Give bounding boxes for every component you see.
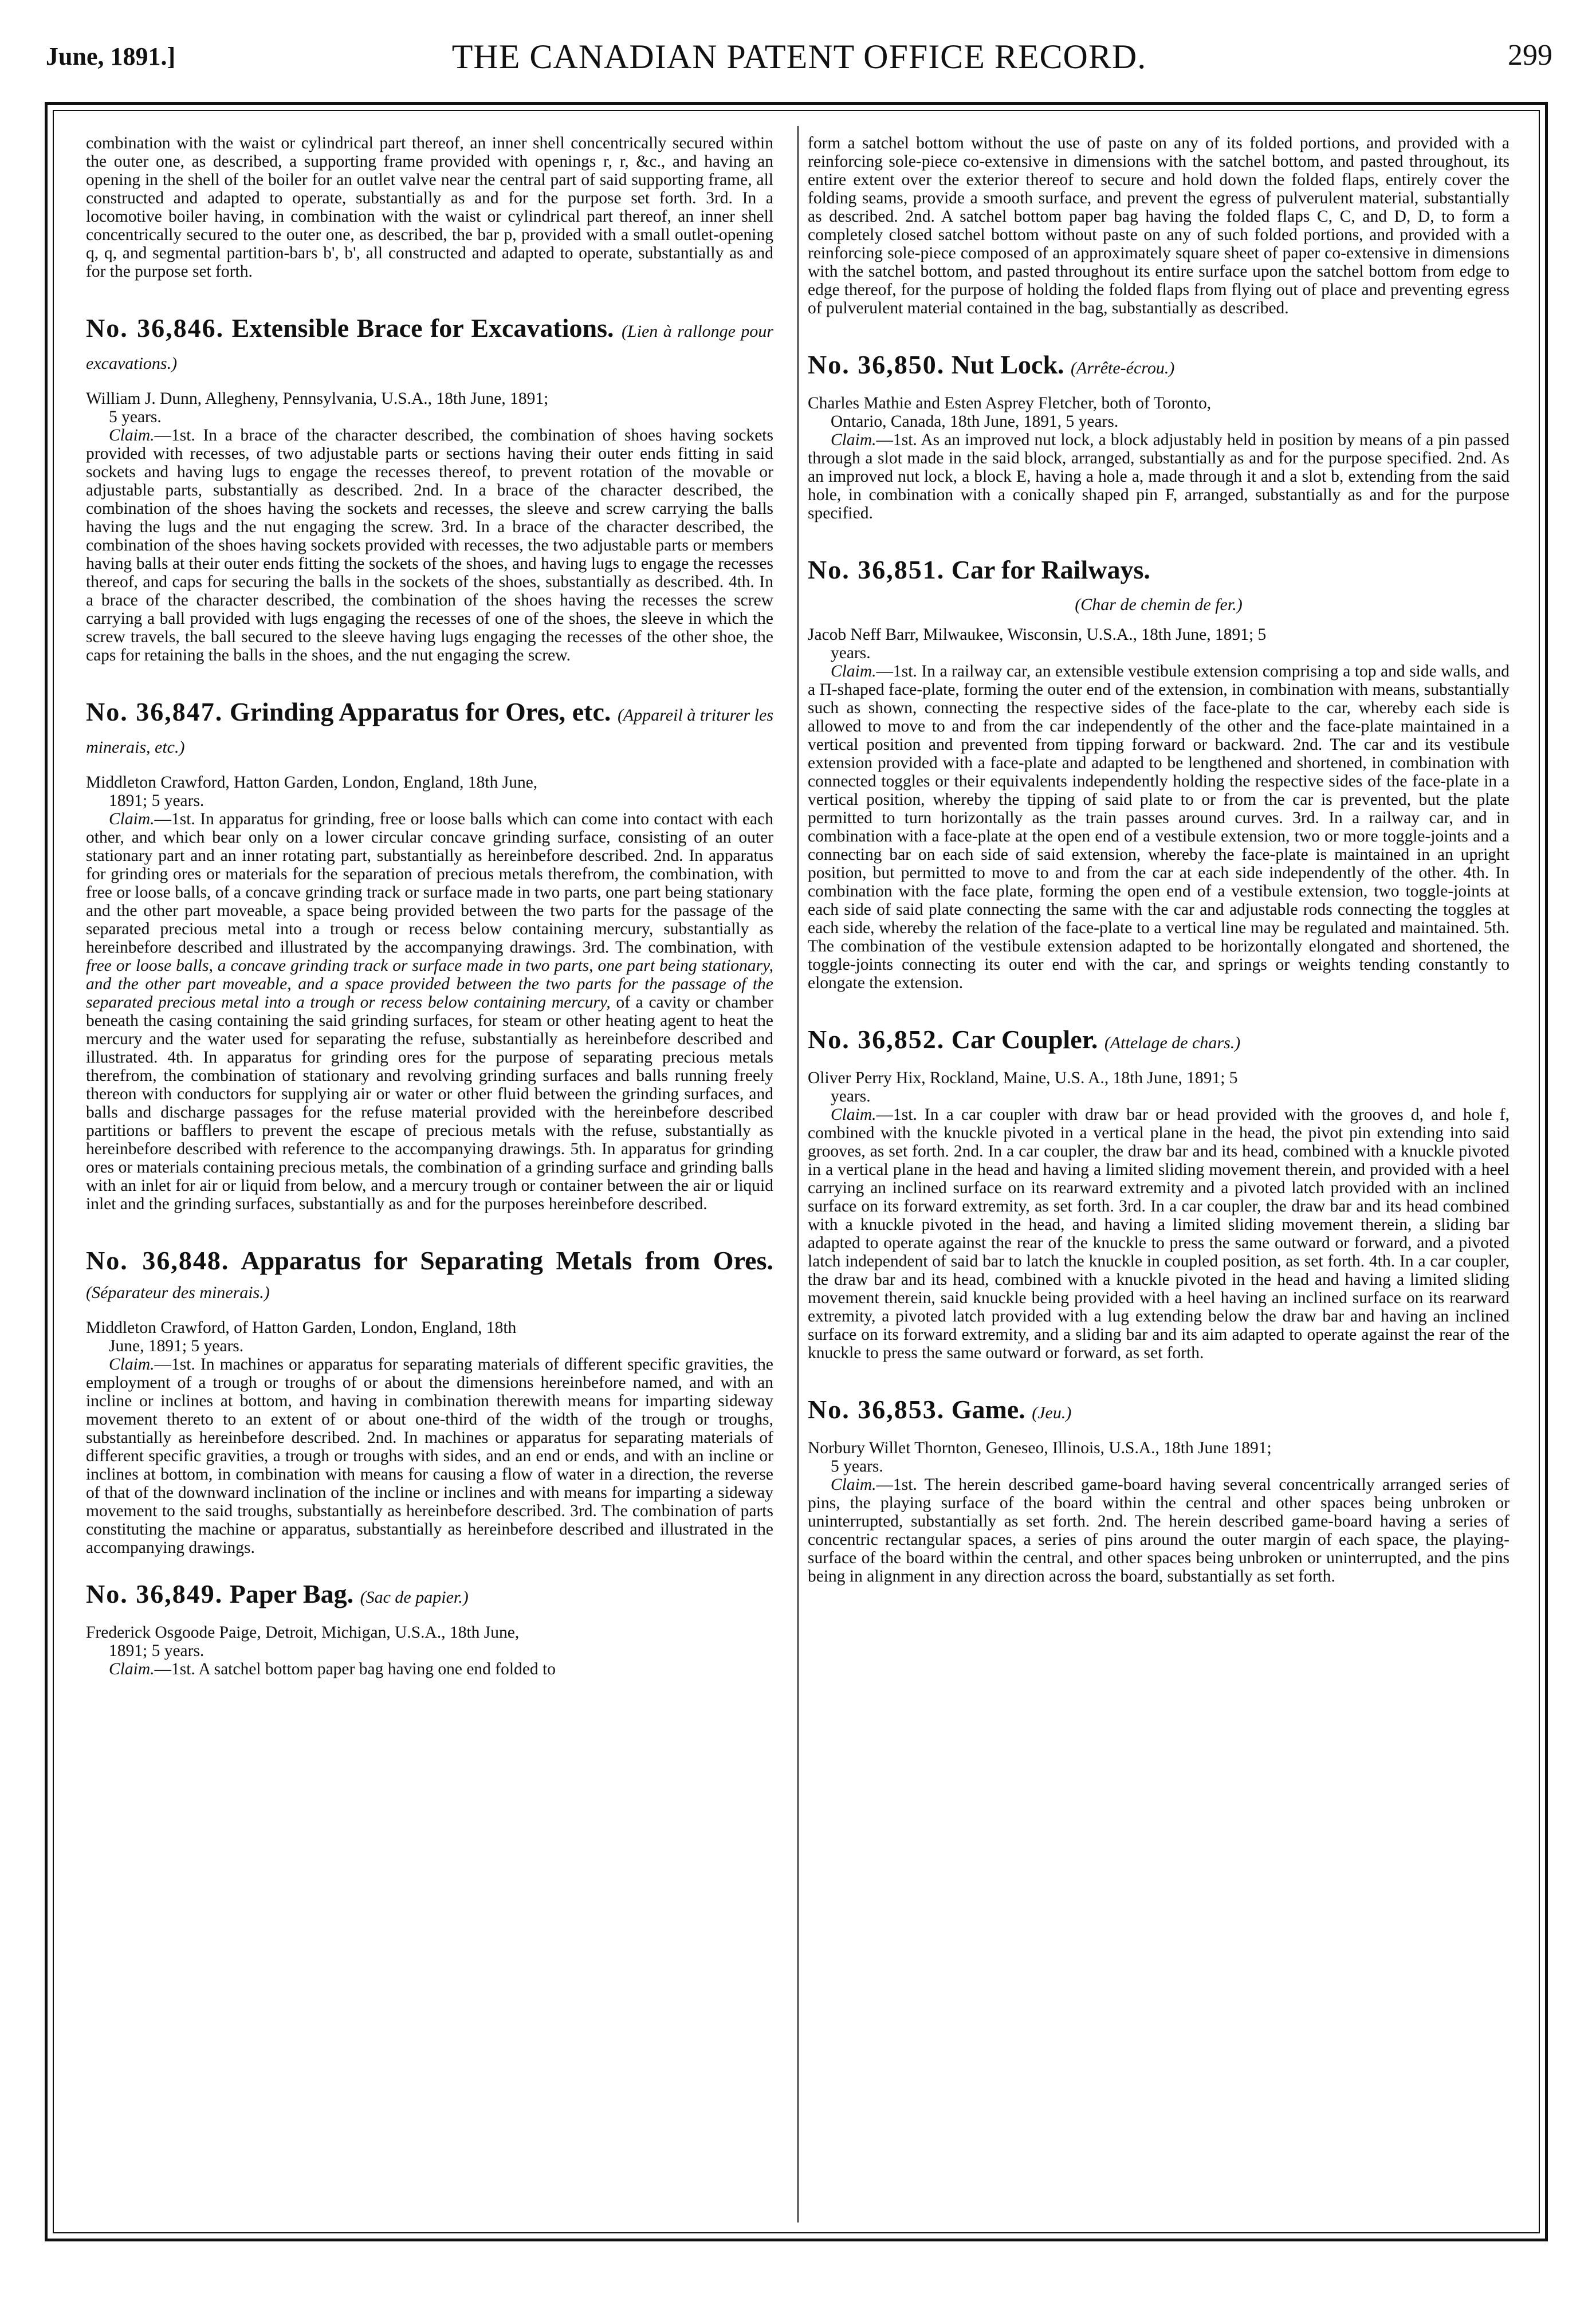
inventor-text: Charles Mathie and Esten Asprey Fletcher, both of Toronto, bbox=[808, 394, 1212, 412]
claim-label: Claim. bbox=[109, 1660, 155, 1678]
entry-heading bbox=[808, 1025, 1509, 1057]
claim-label: Claim. bbox=[109, 1355, 155, 1374]
patent-french-title: (Jeu.) bbox=[1032, 1403, 1072, 1422]
claim-body: —1st. In a railway car, an extensible vestibule extension comprising a top and side walls, and a Π-shaped face-plate, forming the outer end of the extension, in combination with means, substantially such as shown, connecting the respective sides of the face-plate to the car, whereby each side is allowed to move to and from the car independently of the other and the face-plate maintained in a vertical position and prevented from tipping forward or backward. 2nd. The car and its vestibule extension provided with a face-plate and adapted to be lengthened and shortened, in combination with connected toggles or their equivalents independently holding the respective sides of the face-plate in a vertical position, whereby the tipping of said plate to or from the car is prevented, but the plate permitted to turn horizontally as the train passes around curves. 3rd. In a railway car, and in combination with a face-plate at the open end of a vestibule extension, two or more toggle-joints and a connecting bar on each side of said extension, whereby the face-plate is maintained in an upright position, but permitted to move to and from the car at each side independently of the other. 4th. In combination with the face plate, forming the open end of a vestibule extension, two toggle-joints at each side of said plate connecting the same with the car and adjustable rods connecting the toggles at each side, whereby the relation of the face-plate to a vertical line may be regulated and maintained. 5th. The combination of the vestibule extension adapted to be horizontally elongated and shortened, the toggle-joints connecting its outer end with the car, and springs or weights tending constantly to elongate the extension. bbox=[808, 662, 1509, 992]
inventor-text: Norbury Willet Thornton, Geneseo, Illinois, U.S.A., 18th June 1891; bbox=[808, 1439, 1272, 1457]
patent-french-title: (Séparateur des minerais.) bbox=[86, 1283, 270, 1302]
patent-title: Game. bbox=[951, 1395, 1025, 1424]
claim-body: —1st. A satchel bottom paper bag having one end folded to bbox=[154, 1660, 556, 1678]
patent-title: Extensible Brace for Excavations. bbox=[231, 313, 614, 343]
left-column bbox=[86, 134, 773, 2219]
claim-body-italic: free or loose balls, a concave grinding track or surface made in two parts, one part being stationary, and the other part moveable, and a space provided between the two parts for the passage of the separated precious metal into a trough or recess below containing mercury, bbox=[86, 957, 773, 1012]
inventor-term: years. bbox=[831, 644, 871, 662]
claim-body-end: of a cavity or chamber beneath the casing containing the said grinding surfaces, for steam or other heating agent to heat the mercury and the water used for separating the refuse, substantially as hereinbefore described and illustrated. 4th. In apparatus for grinding ores for the purpose of separating precious metals therefrom, the combination of stationary and revolving grinding surfaces and balls running freely thereon with conductors for supplying air or water or other fluid between the grinding surfaces, and balls and discharge passages for the refuse material provided with the hereinbefore described partitions or bafflers to prevent the escape of precious metals with the refuse, substantially as hereinbefore described with reference to the accompanying drawings. 5th. In apparatus for grinding ores or materials containing precious metals, the combination of a grinding surface and grinding balls with an inlet for air or liquid from below, and a mercury trough or container between the air or liquid inlet and the grinding surfaces, substantially as and for the purposes hereinbefore described. bbox=[86, 993, 773, 1213]
entry-heading bbox=[86, 1246, 773, 1307]
inventor-line bbox=[808, 1069, 1509, 1106]
claim-body: —1st. In a brace of the character described, the combination of shoes having sockets provided with recesses, of two adjustable parts or sections having their outer ends fitting in said sockets and having lugs to engage the recesses thereof, to prevent rotation of the movable or adjustable parts, substantially as described. 2nd. In a brace of the character described, the combination of the shoes having the sockets and recesses, the sleeve and screw carrying the balls having the lugs and the nut engaging the screw. 3rd. In a brace of the character described, the combination of the shoes having sockets provided with recesses, the two adjustable parts or members having balls at their outer ends fitting the sockets of the shoes, and having lugs to engage the recesses thereof, and caps for securing the balls in the sockets of the shoes, substantially as described. 4th. In a brace of the character described, the combination of the shoes having the recesses the screw carrying a ball provided with lugs engaging the recesses of one of the shoes, the sleeve in which the screw travels, the ball secured to the sleeve having lugs engaging the recesses of the other shoe, the caps for retaining the balls in the shoes, and the nut engaging the screw. bbox=[86, 426, 773, 664]
claim-label: Claim. bbox=[109, 810, 155, 828]
entry-heading bbox=[808, 351, 1509, 383]
claim-text bbox=[808, 431, 1509, 522]
journal-title: THE CANADIAN PATENT OFFICE RECORD. bbox=[451, 38, 1147, 76]
claim-body: —1st. In apparatus for grinding, free or loose balls which can come into contact with each other, and which bear only on a lower circular concave grinding surface, consisting of an outer stationary part and an inner rotating part, substantially as hereinbefore described. 2nd. In apparatus for grinding ores or materials for the separation of precious metals therefrom, the combination, with free or loose balls, of a concave grinding track or surface made in two parts, one part being stationary and the other part moveable, a space being provided between the two parts for the passage of the separated precious metal into a trough or recess below containing mercury, substantially as hereinbefore described and illustrated by the accompanying drawings. 3rd. The combination, with bbox=[86, 810, 773, 957]
issue-date: June, 1891.] bbox=[46, 42, 176, 70]
inventor-text: Middleton Crawford, of Hatton Garden, London, England, 18th bbox=[86, 1319, 517, 1337]
claim-body: —1st. In a car coupler with draw bar or head provided with the grooves d, and hole f, combined with the knuckle pivoted in a vertical plane in the head, the pivot pin extending into said grooves, as set forth. 2nd. In a car coupler, the draw bar and its head, combined with a knuckle pivoted in a vertical plane in the head and having a limited sliding movement therein, and provided with a heel carrying an inclined surface on its rearward extremity and a pivoted latch provided with an inclined surface on its forward extremity, as set forth. 3rd. In a car coupler, the draw bar and its head combined with a knuckle pivoted in the head, and having a limited sliding movement therein, a sliding bar adapted to operate against the rear of the knuckle to press the same outward or forward, and a pivoted latch independent of said bar to latch the knuckle in coupled position, as set forth. 4th. In a car coupler, the draw bar and its head, combined with a knuckle pivoted in the head and having a limited sliding movement therein, said knuckle being provided with a heel having an inclined surface on its rearward extremity, a pivoted latch provided with a lug extending below the draw bar and having an inclined surface on its forward extremity, and a sliding bar and its aim adapted to operate against the rear of the knuckle to press the same outward or forward, as set forth. bbox=[808, 1106, 1509, 1362]
claim-text bbox=[808, 1106, 1509, 1362]
entry-heading bbox=[808, 556, 1509, 584]
inventor-term: 1891; 5 years. bbox=[109, 792, 205, 810]
patent-french-title: (Appareil à triturer les minerais, etc.) bbox=[86, 706, 773, 757]
patent-french-title: (Char de chemin de fer.) bbox=[1075, 595, 1243, 614]
patent-title: Paper Bag. bbox=[229, 1579, 354, 1608]
entry-heading bbox=[808, 1395, 1509, 1427]
patent-entry-36851 bbox=[808, 556, 1509, 992]
claim-label: Claim. bbox=[831, 662, 876, 680]
column-divider bbox=[797, 126, 799, 2222]
inventor-term: years. bbox=[831, 1087, 871, 1106]
running-head bbox=[46, 32, 1552, 77]
inventor-term: 1891; 5 years. bbox=[109, 1642, 205, 1660]
patent-entry-36848 bbox=[86, 1246, 773, 1557]
entry-heading bbox=[86, 314, 773, 378]
inventor-term: June, 1891; 5 years. bbox=[109, 1337, 244, 1355]
patent-number: No. 36,848. bbox=[86, 1246, 230, 1275]
claim-body: —1st. In machines or apparatus for separating materials of different specific gravities, the employment of a trough or troughs of or about the dimensions hereinbefore named, and with an incline or inclines at bottom, and having in combination therewith means for imparting sideway movement thereto to an extent of or about one-third of the width of the trough or troughs, substantially as hereinbefore described. 2nd. In machines or apparatus for separating materials of different specific gravities, a trough or troughs with sides, and an end or ends, and with an incline or inclines at bottom, in combination with means for causing a flow of water in a direction, the reverse of that of the downward inclination of the incline or inclines and with means for imparting a sideway movement to the said troughs, substantially as hereinbefore described. 3rd. The combination of parts constituting the machine or apparatus, substantially as hereinbefore described and illustrated in the accompanying drawings. bbox=[86, 1355, 773, 1557]
patent-number: No. 36,851. bbox=[808, 555, 945, 584]
inventor-line bbox=[808, 626, 1509, 662]
patent-title: Grinding Apparatus for Ores, etc. bbox=[229, 697, 611, 726]
claim-text bbox=[808, 662, 1509, 992]
patent-number: No. 36,853. bbox=[808, 1395, 945, 1424]
inventor-text: Frederick Osgoode Paige, Detroit, Michigan, U.S.A., 18th June, bbox=[86, 1623, 520, 1642]
page-number: 299 bbox=[1508, 39, 1552, 72]
patent-entry-36852 bbox=[808, 1025, 1509, 1362]
inventor-line bbox=[808, 1439, 1509, 1476]
continued-claim-text: combination with the waist or cylindrical part thereof, an inner shell concentrically secured within the outer one, as described, a supporting frame provided with openings r, r, &c., and having an opening in the shell of the boiler for an outlet valve near the central part of said supporting frame, all constructed and adapted to operate, substantially as and for the purpose set forth. 3rd. In a locomotive boiler having, in combination with the waist or cylindrical part thereof, an inner shell concentrically secured to the outer one, as described, the bar p, provided with a small outlet-opening q, q, and segmental partition-bars b', b', all constructed and adapted to operate, substantially as and for the purpose set forth. bbox=[86, 134, 773, 281]
patent-title: Nut Lock. bbox=[951, 350, 1064, 379]
patent-number: No. 36,846. bbox=[86, 313, 225, 343]
inventor-text: William J. Dunn, Allegheny, Pennsylvania, U.S.A., 18th June, 1891; bbox=[86, 390, 549, 408]
patent-entry-36846 bbox=[86, 314, 773, 664]
inventor-line bbox=[808, 394, 1509, 431]
inventor-line bbox=[86, 1319, 773, 1355]
patent-title: Apparatus for Separating Metals from Ores. bbox=[241, 1246, 773, 1275]
patent-number: No. 36,852. bbox=[808, 1025, 945, 1054]
patent-entry-36847 bbox=[86, 698, 773, 1213]
inventor-text: Oliver Perry Hix, Rockland, Maine, U.S. A., 18th June, 1891; 5 bbox=[808, 1069, 1238, 1087]
claim-text bbox=[86, 426, 773, 664]
claim-label: Claim. bbox=[109, 426, 155, 444]
claim-text-continued: form a satchel bottom without the use of paste on any of its folded portions, and provided with a reinforcing sole-piece co-extensive in dimensions with the satchel bottom, and pasted throughout, its entire extent over the exterior thereof to secure and hold down the folded flaps, entirely cover the folding seams, provide a smooth surface, and prevent the egress of pulverulent material, substantially as described. 2nd. A satchel bottom paper bag having the folded flaps C, C, and D, D, to form a completely closed satchel bottom without paste on any of such folded portions, and provided with a reinforcing sole-piece composed of an approximately square sheet of paper co-extensive in dimensions with the satchel bottom, and pasted throughout its entire surface upon the satchel bottom from edge to edge thereof, for the purpose of holding the folded flaps from flying out of place and preventing egress of pulverulent material contained in the bag, substantially as described. bbox=[808, 134, 1509, 317]
claim-text bbox=[86, 810, 773, 1213]
claim-body: —1st. The herein described game-board having several concentrically arranged series of pins, the playing surface of the board within the central and other spaces being unbroken or uninterrupted, substantially as set forth. 2nd. The herein described game-board having a series of concentric rectangular spaces, a series of pins around the outer margin of each space, the playing-surface of the board within the central, and other spaces being unbroken or uninterrupted, and the pins being in alignment in any direction across the board, substantially as set forth. bbox=[808, 1476, 1509, 1586]
claim-text bbox=[86, 1660, 773, 1678]
inventor-term: 5 years. bbox=[831, 1457, 883, 1476]
entry-heading bbox=[86, 698, 773, 762]
claim-label: Claim. bbox=[831, 1106, 876, 1124]
entry-heading bbox=[86, 1580, 773, 1612]
patent-number: No. 36,850. bbox=[808, 350, 945, 379]
patent-entry-36853 bbox=[808, 1395, 1509, 1586]
patent-french-title: (Lien à rallonge pour excavations.) bbox=[86, 322, 773, 373]
patent-title: Car for Railways. bbox=[951, 555, 1150, 584]
patent-french-title: (Sac de papier.) bbox=[360, 1588, 469, 1607]
inventor-term: 5 years. bbox=[109, 408, 162, 426]
claim-label: Claim. bbox=[831, 431, 876, 449]
claim-body: —1st. As an improved nut lock, a block adjustably held in position by means of a pin passed through a slot made in the said block, arranged, substantially as and for the purpose specified. 2nd. As an improved nut lock, a block E, having a hole a, made through it and a slot b, extending from the said hole, in combination with a conically shaped pin F, arranged, substantially as and for the purpose specified. bbox=[808, 431, 1509, 522]
inventor-line bbox=[86, 1623, 773, 1660]
inventor-text: Middleton Crawford, Hatton Garden, London, England, 18th June, bbox=[86, 773, 538, 792]
patent-title: Car Coupler. bbox=[951, 1025, 1098, 1054]
inventor-line bbox=[86, 390, 773, 426]
inventor-text: Jacob Neff Barr, Milwaukee, Wisconsin, U.S.A., 18th June, 1891; 5 bbox=[808, 626, 1267, 644]
right-column bbox=[808, 134, 1509, 2219]
patent-french-title: (Attelage de chars.) bbox=[1104, 1033, 1241, 1052]
claim-label: Claim. bbox=[831, 1476, 876, 1494]
patent-number: No. 36,847. bbox=[86, 697, 223, 726]
patent-number: No. 36,849. bbox=[86, 1579, 223, 1608]
patent-entry-36850 bbox=[808, 351, 1509, 522]
claim-text bbox=[808, 1476, 1509, 1586]
patent-french-title: (Arrête-écrou.) bbox=[1071, 359, 1175, 377]
inventor-line bbox=[86, 773, 773, 810]
inventor-term: Ontario, Canada, 18th June, 1891, 5 years. bbox=[831, 412, 1119, 431]
patent-entry-36849 bbox=[86, 1580, 773, 1678]
claim-text bbox=[86, 1355, 773, 1557]
